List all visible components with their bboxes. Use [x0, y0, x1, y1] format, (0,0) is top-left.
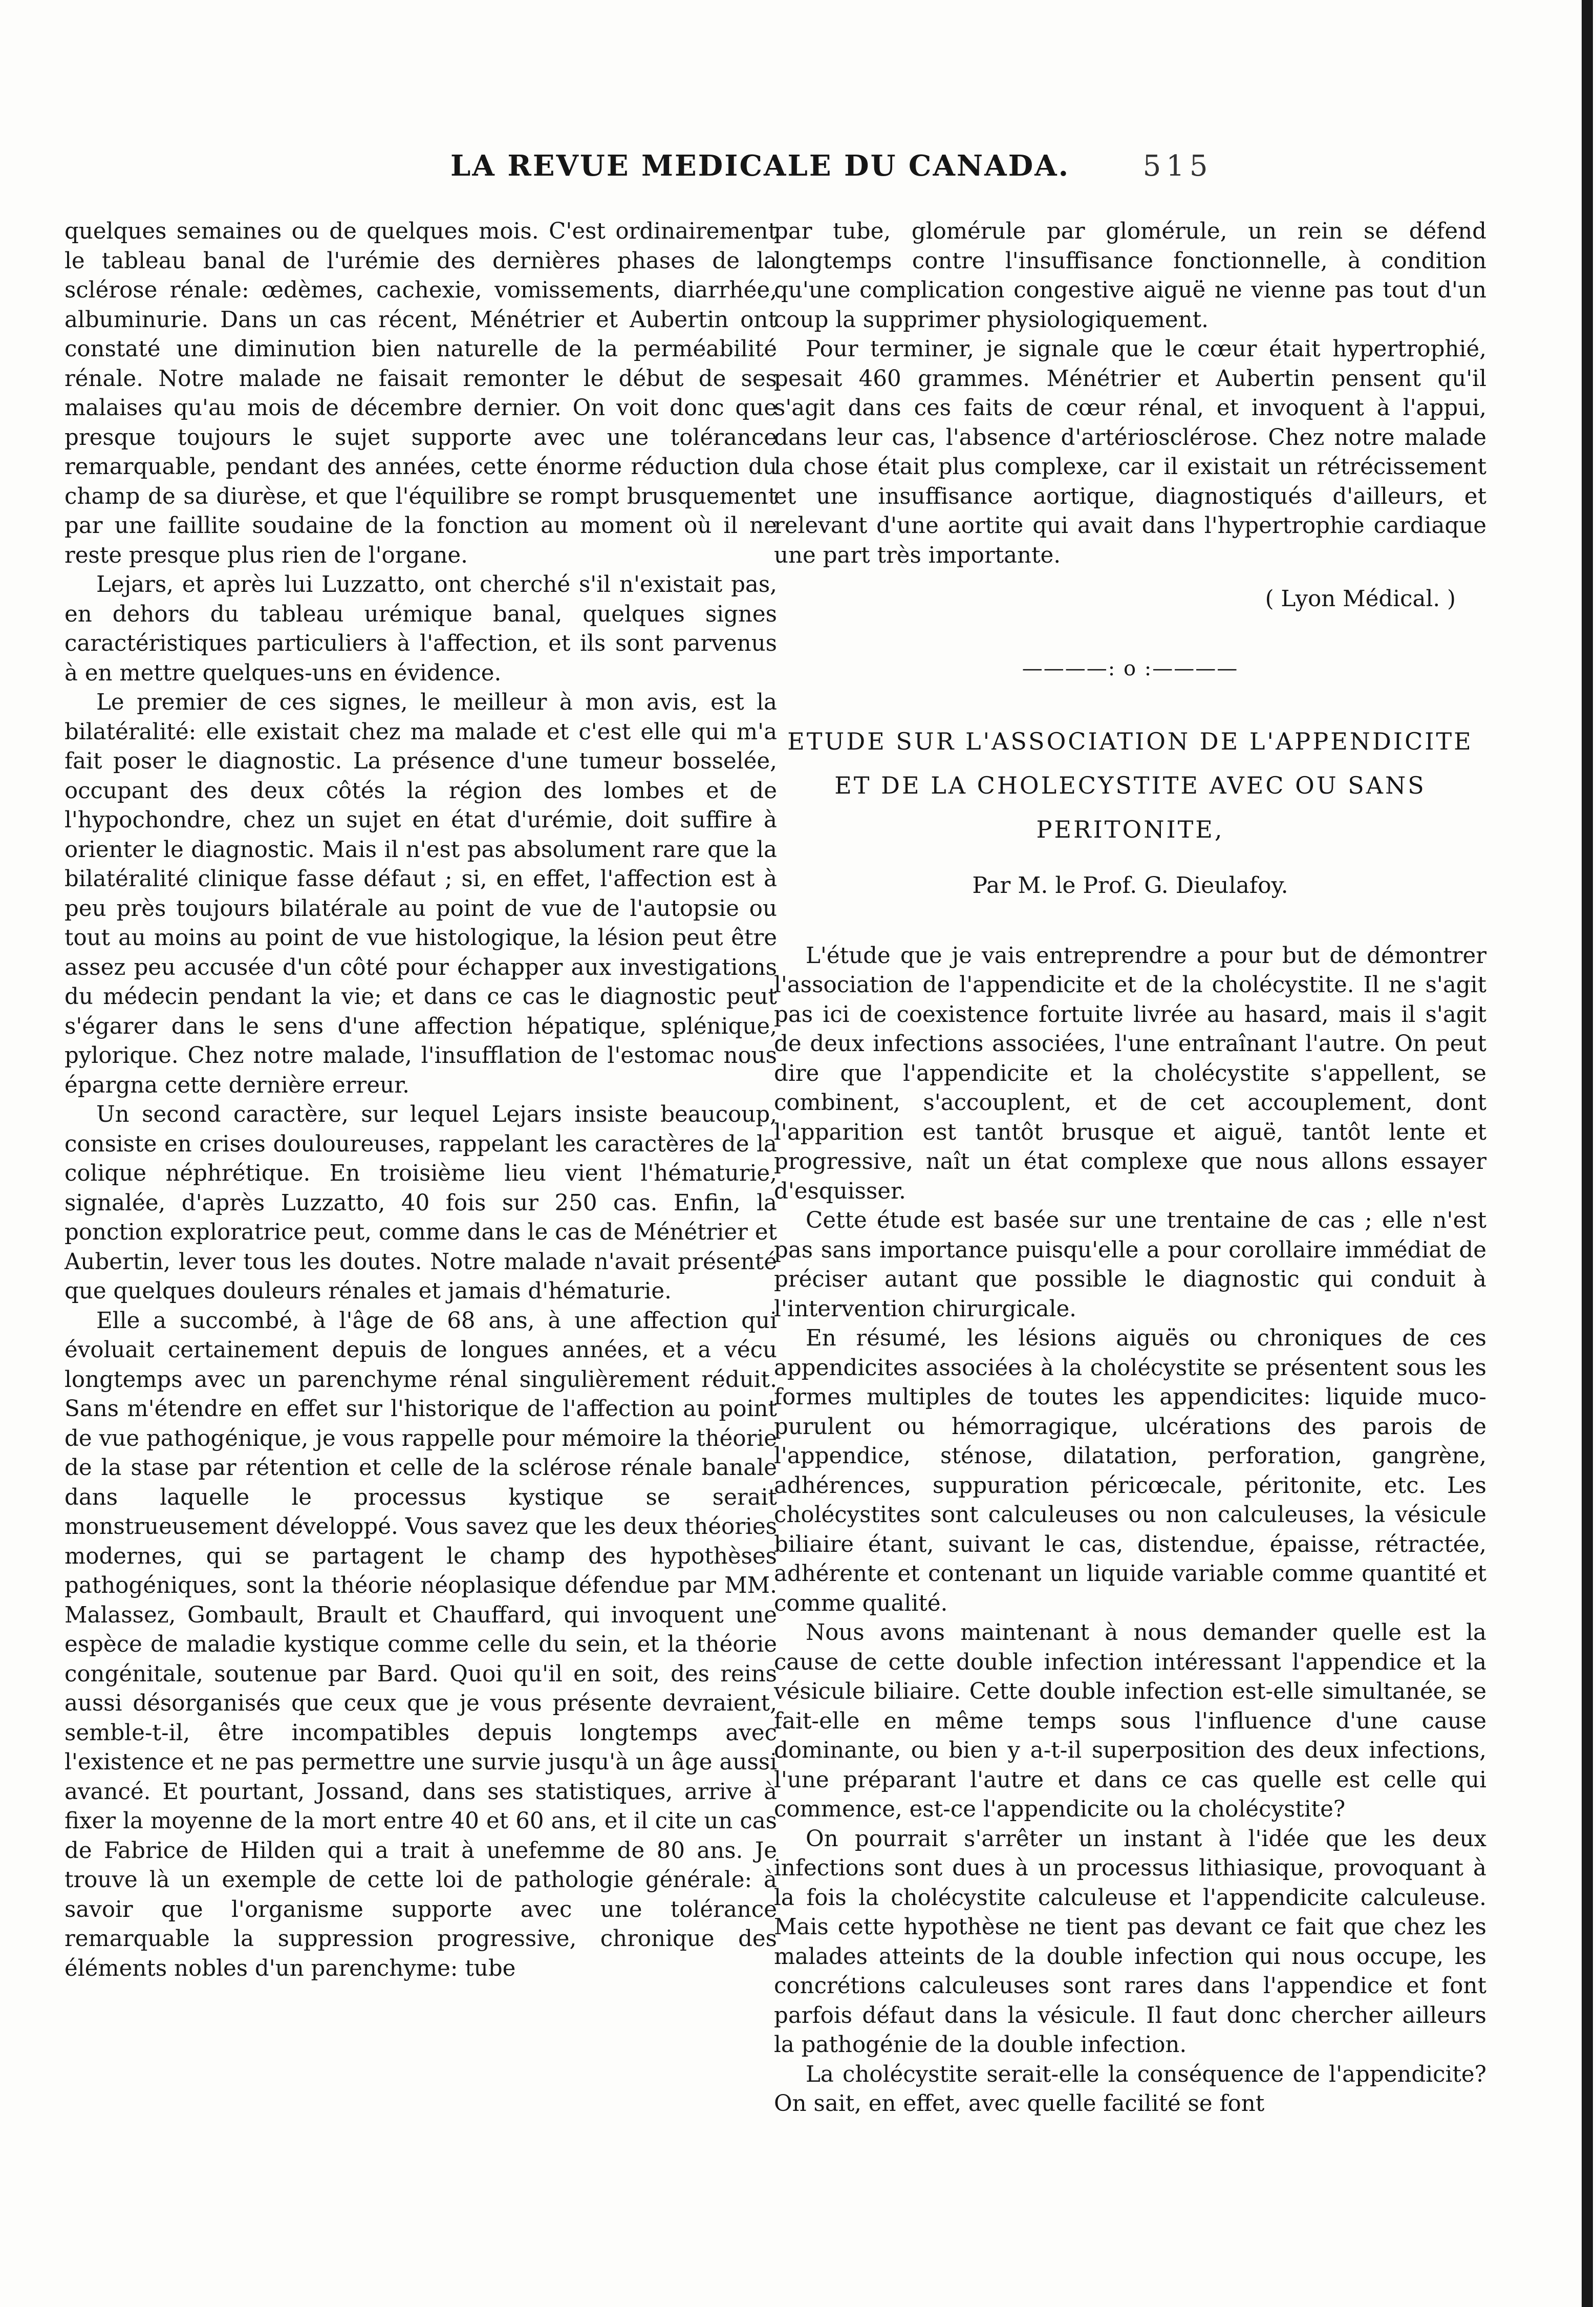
paragraph: En résumé, les lésions aiguës ou chroniques de ces appendicites associées à la cholécystite se présentent sous les formes multiples de toutes les appendicites: liquide muco-purulent ou hémorragique, ulcérations des parois de l'appendice, sténose, dilatation, perforation, gangrène, adhérences, suppuration péricœcale, péritonite, etc. Les cholécystites sont calculeuses ou non calculeuses, la vésicule biliaire étant, suivant le cas, distendue, épaisse, rétractée, adhérente et contenant un liquide variable comme quantité et comme qualité.	[774, 1326, 1486, 1616]
paragraph: Un second caractère, sur lequel Lejars insiste beaucoup, consiste en crises douloureuses, rappelant les caractères de la colique néphrétique. En troisième lieu vient l'hématurie, signalée, d'après Luzzatto, 40 fois sur 250 cas. Enfin, la ponction exploratrice peut, comme dans le cas de Ménétrier et Aubertin, lever tous les doutes. Notre malade n'avait présenté que quelques douleurs rénales et jamais d'hématurie.	[64, 1102, 777, 1304]
paragraph: On pourrait s'arrêter un instant à l'idée que les deux infections sont dues à un processus lithiasique, provoquant à la fois la cholécystite calculeuse et l'appendicite calculeuse. Mais cette hypothèse ne tient pas devant ce fait que chez les malades atteints de la double infection qui nous occupe, les concrétions calculeuses sont rares dans l'appendice et font parfois défaut dans la vésicule. Il faut donc chercher ailleurs la pathogénie de la double infection.	[774, 1826, 1486, 2058]
paragraph: La cholécystite serait-elle la conséquence de l'appendicite? On sait, en effet, avec quelle facilité se font	[774, 2061, 1486, 2117]
right-column	[774, 217, 1486, 2119]
paragraph: Lejars, et après lui Luzzatto, ont cherché s'il n'existait pas, en dehors du tableau urémique banal, quelques signes caractéristiques particuliers à l'affection, et ils sont parvenus à en mettre quelques-uns en évidence.	[64, 572, 777, 686]
journal-title: LA REVUE MEDICALE DU CANADA.	[450, 149, 1070, 183]
paragraph: L'étude que je vais entreprendre a pour but de démontrer l'association de l'appendicite et de la cholécystite. Il ne s'agit pas ici de coexistence fortuite livrée au hasard, mais il s'agit de deux infections associées, l'une entraînant l'autre. On peut dire que l'appendicite et la cholécystite s'appellent, se combinent, s'accouplent, et de cet accouplement, dont l'apparition est tantôt brusque et aiguë, tantôt lente et progressive, naît un état complexe que nous allons essayer d'esquisser.	[774, 943, 1486, 1204]
running-header	[450, 149, 1213, 183]
paragraph: Le premier de ces signes, le meilleur à mon avis, est la bilatéralité: elle existait chez ma malade et c'est elle qui m'a fait poser le diagnostic. La présence d'une tumeur bosselée, occupant des deux côtés la région des lombes et de l'hypochondre, chez un sujet en état d'urémie, doit suffire à orienter le diagnostic. Mais il n'est pas absolument rare que la bilatéralité clinique fasse défaut ; si, en effet, l'affection est à peu près toujours bilatérale au point de vue de l'autopsie ou tout au moins au point de vue histologique, la lésion peut être assez peu accusée d'un côté pour échapper aux investigations du médecin pendant la vie; et dans ce cas le diagnostic peut s'égarer dans le sens d'une affection hépatique, splénique, pylorique. Chez notre malade, l'insufflation de l'estomac nous épargna cette dernière erreur.	[64, 690, 777, 1098]
page-edge-shadow	[1582, 0, 1593, 2307]
paragraph: Nous avons maintenant à nous demander quelle est la cause de cette double infection intéressant l'appendice et la vésicule biliaire. Cette double infection est-elle simultanée, se fait-elle en même temps sous l'influence d'une cause dominante, ou bien y a-t-il superposition des deux infections, l'une préparant l'autre et dans ce cas quelle est celle qui commence, est-ce l'appendicite ou la cholécystite?	[774, 1620, 1486, 1822]
paragraph: Elle a succombé, à l'âge de 68 ans, à une affection qui évoluait certainement depuis de longues années, et a vécu longtemps avec un parenchyme rénal singulièrement réduit. Sans m'étendre en effet sur l'historique de l'affection au point de vue pathogénique, je vous rappelle pour mémoire la théorie de la stase par rétention et celle de la sclérose rénale banale dans laquelle le processus kystique se serait monstrueusement développé. Vous savez que les deux théories modernes, qui se partagent le champ des hypothèses pathogéniques, sont la théorie néoplasique défendue par MM. Malassez, Gombault, Brault et Chauffard, qui invoquent une espèce de maladie kystique comme celle du sein, et la théorie congénitale, soutenue par Bard. Quoi qu'il en soit, des reins aussi désorganisés que ceux que je vous présente devraient, semble-t-il, être incompatibles depuis longtemps avec l'existence et ne pas permettre une survie jusqu'à un âge aussi avancé. Et pourtant, Jossand, dans ses statistiques, arrive à fixer la moyenne de la mort entre 40 et 60 ans, et il cite un cas de Fabrice de Hilden qui a trait à unefemme de 80 ans. Je trouve là un exemple de cette loi de pathologie générale: à savoir que l'organisme supporte avec une tolérance remarquable la suppression progressive, chronique des éléments nobles d'un parenchyme: tube	[64, 1308, 777, 1981]
left-column	[64, 217, 777, 1983]
paragraph: par tube, glomérule par glomérule, un rein se défend longtemps contre l'insuffisance fonctionnelle, à condition qu'une complication congestive aiguë ne vienne pas tout d'un coup la supprimer physiologiquement.	[774, 219, 1486, 333]
article-title: ETUDE SUR L'ASSOCIATION DE L'APPENDICITE ET DE LA CHOLECYSTITE AVEC OU SANS PERITONITE,	[787, 728, 1473, 843]
article-byline: Par M. le Prof. G. Dieulafoy.	[972, 872, 1288, 899]
paragraph: Pour terminer, je signale que le cœur était hypertrophié, pesait 460 grammes. Ménétrier et Aubertin pensent qu'il s'agit dans ces faits de cœur rénal, et invoquent à l'appui, dans leur cas, l'absence d'artériosclérose. Chez notre malade la chose était plus complexe, car il existait un rétrécissement et une insuffisance aortique, diagnostiqués d'ailleurs, et relevant d'une aortite qui avait dans l'hypertrophie cardiaque une part très importante.	[774, 336, 1486, 568]
page-number: 515	[1142, 149, 1213, 183]
paragraph: Cette étude est basée sur une trentaine de cas ; elle n'est pas sans importance puisqu'elle a pour corollaire immédiat de préciser autant que possible le diagnostic qui conduit à l'intervention chirurgicale.	[774, 1208, 1486, 1322]
source-citation: ( Lyon Médical. )	[1265, 586, 1456, 612]
section-separator: ————: o :————	[1022, 656, 1239, 680]
paragraph: quelques semaines ou de quelques mois. C'est ordinairement le tableau banal de l'urémie des dernières phases de la sclérose rénale: œdèmes, cachexie, vomissements, diarrhée, albuminurie. Dans un cas récent, Ménétrier et Aubertin ont constaté une diminution bien naturelle de la perméabilité rénale. Notre malade ne faisait remonter le début de ses malaises qu'au mois de décembre dernier. On voit donc que presque toujours le sujet supporte avec une tolérance remarquable, pendant des années, cette énorme réduction du champ de sa diurèse, et que l'équilibre se rompt brusquement par une faillite soudaine de la fonction au moment où il ne reste presque plus rien de l'organe.	[64, 219, 777, 568]
